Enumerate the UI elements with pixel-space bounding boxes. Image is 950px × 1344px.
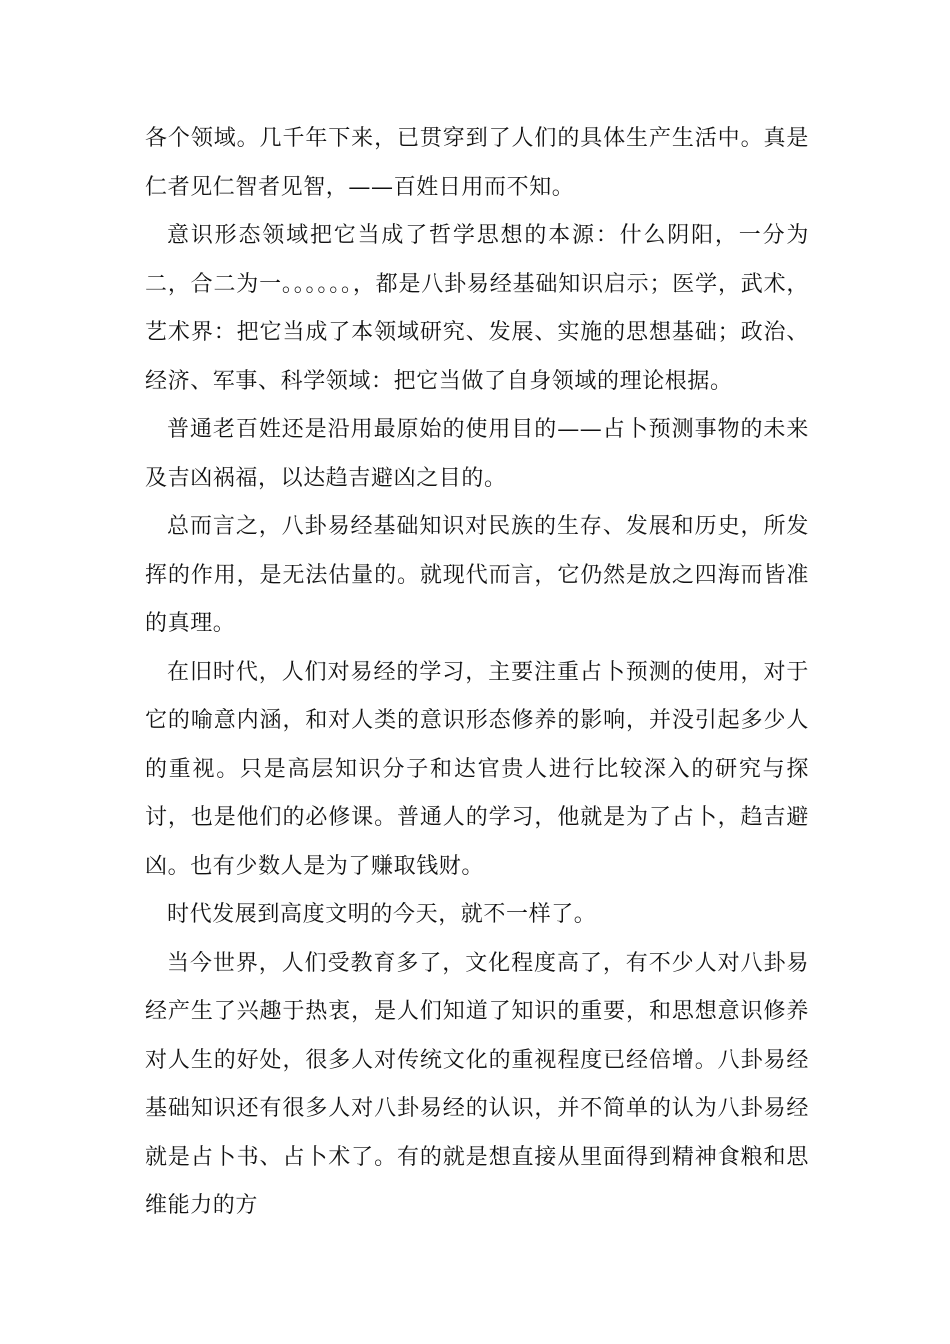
paragraph-7: 当今世界，人们受教育多了，文化程度高了，有不少人对八卦易经产生了兴趣于热衷，是人们知道了知识的重要，和思想意识修养对人生的好处，很多人对传统文化的重视程度已经倍增。八卦易经基础知识还有很多人对八卦易经的认识，并不简单的认为八卦易经就是占卜书、占卜术了。有的就是想直接从里面得到精神食粮和思维能力的方 (145, 950, 809, 1218)
paragraph-4: 总而言之，八卦易经基础知识对民族的生存、发展和历史，所发挥的作用，是无法估量的。就现代而言，它仍然是放之四海而皆准的真理。 (145, 514, 809, 636)
paragraph-1: 各个领域。几千年下来，已贯穿到了人们的具体生产生活中。真是仁者见仁智者见智，——百姓日用而不知。 (145, 126, 809, 200)
document-body (145, 115, 809, 1231)
paragraph-3: 普通老百姓还是沿用最原始的使用目的——占卜预测事物的未来及吉凶祸福，以达趋吉避凶之目的。 (145, 417, 809, 491)
paragraph-6: 时代发展到高度文明的今天，就不一样了。 (167, 902, 597, 927)
paragraph-2: 意识形态领域把它当成了哲学思想的本源：什么阴阳，一分为二，合二为一。。。。。。，都是八卦易经基础知识启示；医学，武术，艺术界：把它当成了本领域研究、发展、实施的思想基础；政治、经济、军事、科学领域：把它当做了自身领域的理论根据。 (145, 223, 809, 394)
paragraph-5: 在旧时代，人们对易经的学习，主要注重占卜预测的使用，对于它的喻意内涵，和对人类的意识形态修养的影响，并没引起多少人的重视。只是高层知识分子和达官贵人进行比较深入的研究与探讨，也是他们的必修课。普通人的学习，他就是为了占卜，趋吉避凶。也有少数人是为了赚取钱财。 (145, 659, 809, 879)
